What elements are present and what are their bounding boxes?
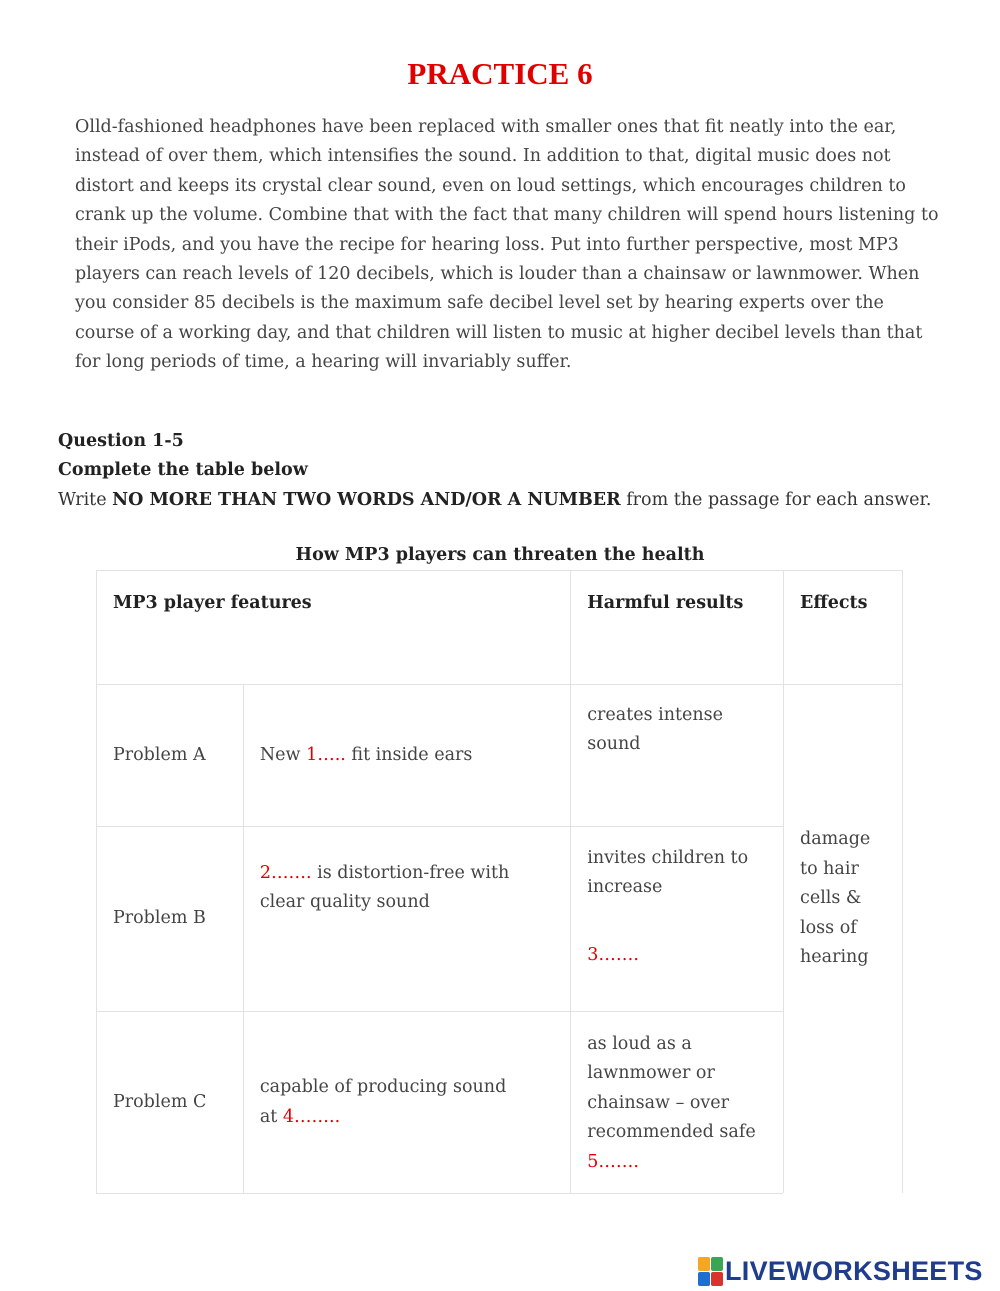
harm-text: as loud as a lawnmower or chainsaw – over recommended safe bbox=[587, 1034, 756, 1143]
liveworksheets-logo bbox=[698, 1255, 983, 1287]
answer-blank-5[interactable]: 5……. bbox=[587, 1151, 639, 1172]
answer-table bbox=[96, 570, 903, 1194]
harm-cell bbox=[571, 827, 784, 1012]
table-header-row bbox=[97, 571, 903, 685]
feature-text: fit inside ears bbox=[345, 744, 473, 765]
feature-cell bbox=[243, 827, 570, 1012]
answer-blank-3[interactable]: 3……. bbox=[587, 944, 639, 965]
answer-blank-4[interactable]: 4…….. bbox=[282, 1106, 341, 1127]
table-row bbox=[97, 1012, 903, 1194]
logo-square bbox=[711, 1272, 723, 1286]
logo-icon bbox=[698, 1257, 722, 1285]
feature-text: capable of producing sound at bbox=[259, 1077, 507, 1127]
answer-blank-1[interactable]: 1….. bbox=[306, 744, 346, 765]
harm-cell bbox=[571, 1012, 784, 1194]
header-features: MP3 player features bbox=[97, 571, 571, 685]
instruction-prefix: Write bbox=[58, 489, 113, 510]
header-harmful-results: Harmful results bbox=[571, 571, 784, 685]
logo-square bbox=[711, 1257, 723, 1271]
feature-cell bbox=[243, 685, 570, 827]
logo-square bbox=[698, 1272, 710, 1286]
question-subheading: Complete the table below bbox=[58, 460, 308, 481]
table-row bbox=[97, 685, 903, 827]
logo-text: LIVEWORKSHEETS bbox=[725, 1255, 983, 1286]
table-title: How MP3 players can threaten the health bbox=[295, 545, 705, 565]
instruction-suffix: from the passage for each answer. bbox=[620, 489, 932, 510]
instruction-bold: NO MORE THAN TWO WORDS AND/OR A NUMBER bbox=[112, 489, 621, 510]
page-title: PRACTICE 6 bbox=[407, 56, 593, 91]
question-instructions bbox=[58, 427, 938, 515]
row-label: Problem A bbox=[97, 685, 244, 827]
header-effects: Effects bbox=[784, 571, 903, 685]
feature-text: New bbox=[259, 744, 307, 765]
feature-cell bbox=[243, 1012, 570, 1194]
question-heading: Question 1-5 bbox=[58, 431, 184, 451]
question-instruction bbox=[58, 486, 938, 515]
harm-cell bbox=[571, 685, 784, 827]
reading-passage: Olld-fashioned headphones have been replaced with smaller ones that fit neatly into the ear, instead of over them, which intensifies the sound. In addition to that, digital music does not distort and keeps its crystal clear sound, even on loud settings, which encourages children to crank up the volume. Combine that with the fact that many children will spend hours listening to their iPods, and you have the recipe for hearing loss. Put into further perspective, most MP3 players can reach levels of 120 decibels, which is louder than a chainsaw or lawnmower. When you consider 85 decibels is the maximum safe decibel level set by hearing experts over the course of a working day, and that children will listen to music at higher decibel levels than that for long periods of time, a hearing will invariably suffer. bbox=[75, 117, 939, 373]
feature-text: is distortion-free with clear quality sound bbox=[259, 863, 510, 913]
effects-cell: damage to hair cells & loss of hearing bbox=[784, 685, 903, 1194]
logo-square bbox=[698, 1257, 710, 1271]
answer-blank-2[interactable]: 2……. bbox=[259, 863, 312, 883]
harm-text: invites children to increase bbox=[587, 848, 749, 898]
harm-text: creates intense sound bbox=[587, 705, 723, 755]
row-label: Problem C bbox=[97, 1012, 244, 1194]
row-label: Problem B bbox=[97, 827, 244, 1012]
table-row bbox=[97, 827, 903, 1012]
